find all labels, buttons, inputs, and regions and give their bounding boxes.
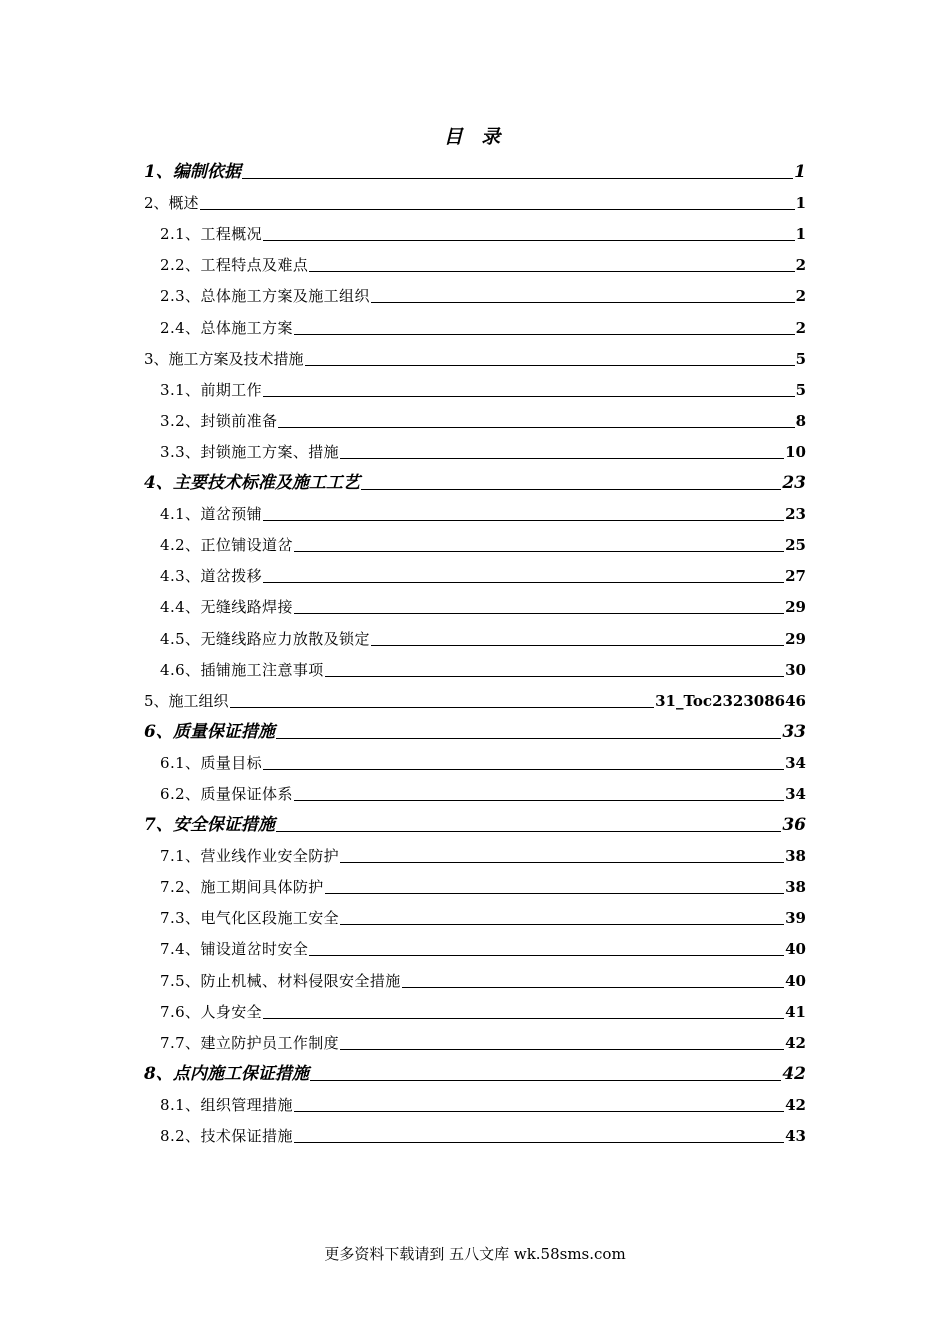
toc-entry[interactable]: [144, 278, 806, 309]
toc-entry-page-number: 42: [782, 1063, 806, 1084]
toc-entry[interactable]: [144, 714, 806, 745]
toc-leader-line: [294, 613, 784, 614]
toc-entry[interactable]: [144, 652, 806, 683]
toc-leader-line: [276, 831, 781, 832]
toc-entry-page-number: 34: [785, 784, 806, 803]
toc-entry-page-number: 39: [785, 909, 806, 928]
toc-entry-page-number: 38: [785, 847, 806, 866]
toc-entry-page-number: 42: [785, 1033, 806, 1052]
toc-entry[interactable]: [144, 216, 806, 247]
toc-entry-page-number: 40: [785, 940, 806, 959]
table-of-contents: [144, 154, 806, 1149]
toc-leader-line: [278, 427, 794, 428]
toc-entry-page-number: 5: [795, 349, 806, 368]
toc-entry[interactable]: [144, 900, 806, 931]
toc-entry[interactable]: [144, 838, 806, 869]
toc-entry[interactable]: [144, 341, 806, 372]
toc-entry-label: 6.2、质量保证体系: [160, 784, 293, 803]
toc-entry[interactable]: [144, 527, 806, 558]
toc-entry-page-number: 1: [795, 194, 806, 213]
toc-leader-line: [294, 1111, 784, 1112]
toc-entry-label: 5、施工组织: [144, 691, 229, 710]
toc-entry-label: 4.6、插铺施工注意事项: [160, 660, 324, 679]
toc-leader-line: [371, 645, 784, 646]
toc-leader-line: [294, 551, 784, 552]
toc-entry-label: 2.3、总体施工方案及施工组织: [160, 287, 370, 306]
toc-entry-page-number: 34: [785, 753, 806, 772]
toc-leader-line: [309, 955, 784, 956]
toc-entry[interactable]: [144, 403, 806, 434]
toc-entry[interactable]: [144, 962, 806, 993]
toc-entry-label: 4.4、无缝线路焊接: [160, 598, 293, 617]
toc-entry[interactable]: [144, 1087, 806, 1118]
toc-entry-label: 8.1、组织管理措施: [160, 1095, 293, 1114]
toc-leader-line: [294, 334, 795, 335]
toc-entry[interactable]: [144, 309, 806, 340]
toc-leader-line: [325, 676, 784, 677]
toc-entry-page-number: 29: [785, 598, 806, 617]
toc-entry-label: 3.1、前期工作: [160, 380, 263, 399]
toc-entry-label: 7.5、防止机械、材料侵限安全措施: [160, 971, 401, 990]
toc-entry-page-number: 5: [795, 380, 806, 399]
toc-leader-line: [276, 738, 781, 739]
toc-entry[interactable]: [144, 154, 806, 185]
toc-entry[interactable]: [144, 496, 806, 527]
toc-entry-label: 7.7、建立防护员工作制度: [160, 1033, 340, 1052]
toc-entry-page-number: 25: [785, 536, 806, 555]
toc-entry-page-number: 2: [795, 318, 806, 337]
toc-entry-label: 2.4、总体施工方案: [160, 318, 293, 337]
toc-entry-page-number: 33: [782, 721, 806, 742]
toc-entry-label: 8.2、技术保证措施: [160, 1127, 293, 1145]
toc-entry[interactable]: [144, 745, 806, 776]
toc-leader-line: [340, 1049, 784, 1050]
toc-leader-line: [310, 1080, 781, 1081]
toc-entry-label: 4、主要技术标准及施工工艺: [144, 473, 360, 494]
toc-entry[interactable]: [144, 434, 806, 465]
toc-entry-page-number: 23: [782, 473, 806, 494]
toc-entry[interactable]: [144, 1056, 806, 1087]
toc-entry[interactable]: [144, 776, 806, 807]
toc-entry-page-number: 43: [785, 1127, 806, 1145]
toc-leader-line: [242, 178, 793, 179]
toc-entry-label: 3.2、封锁前准备: [160, 411, 278, 430]
toc-entry-page-number: 27: [785, 567, 806, 586]
toc-leader-line: [402, 987, 784, 988]
toc-entry[interactable]: [144, 869, 806, 900]
toc-leader-line: [263, 240, 795, 241]
toc-entry-label: 7.4、铺设道岔时安全: [160, 940, 309, 959]
toc-entry-page-number: 31_Toc232308646: [655, 691, 806, 710]
toc-entry-page-number: 1: [795, 225, 806, 244]
toc-leader-line: [263, 396, 795, 397]
toc-leader-line: [200, 209, 795, 210]
toc-entry[interactable]: [144, 247, 806, 278]
toc-entry[interactable]: [144, 994, 806, 1025]
toc-entry[interactable]: [144, 185, 806, 216]
toc-leader-line: [294, 1142, 784, 1143]
toc-entry-label: 7.3、电气化区段施工安全: [160, 909, 340, 928]
toc-entry-label: 6.1、质量目标: [160, 753, 263, 772]
toc-entry-page-number: 8: [795, 411, 806, 430]
toc-entry-label: 7.6、人身安全: [160, 1002, 263, 1021]
toc-leader-line: [325, 893, 784, 894]
toc-entry-page-number: 36: [782, 815, 806, 836]
toc-leader-line: [340, 924, 784, 925]
toc-entry-page-number: 10: [785, 442, 806, 461]
toc-leader-line: [263, 1018, 784, 1019]
toc-entry[interactable]: [144, 683, 806, 714]
toc-entry-label: 2、概述: [144, 194, 199, 213]
toc-entry-page-number: 23: [785, 505, 806, 524]
toc-entry-page-number: 41: [785, 1002, 806, 1021]
toc-leader-line: [230, 707, 655, 708]
toc-entry-page-number: 2: [795, 287, 806, 306]
toc-entry[interactable]: [144, 465, 806, 496]
toc-entry-label: 4.2、正位铺设道岔: [160, 536, 293, 555]
toc-leader-line: [305, 365, 795, 366]
toc-entry-page-number: 38: [785, 878, 806, 897]
toc-entry[interactable]: [144, 372, 806, 403]
toc-entry[interactable]: [144, 589, 806, 620]
toc-entry-page-number: 2: [795, 256, 806, 275]
toc-leader-line: [361, 489, 782, 490]
toc-leader-line: [340, 862, 784, 863]
footer-text: 更多资料下载请到 五八文库 wk.58sms.com: [324, 1245, 626, 1263]
toc-entry-label: 4.5、无缝线路应力放散及锁定: [160, 629, 370, 648]
toc-entry-page-number: 29: [785, 629, 806, 648]
toc-entry-label: 2.1、工程概况: [160, 225, 263, 244]
toc-entry-label: 3.3、封锁施工方案、措施: [160, 442, 340, 461]
toc-entry[interactable]: [144, 558, 806, 589]
toc-leader-line: [263, 582, 784, 583]
toc-leader-line: [340, 458, 784, 459]
toc-entry[interactable]: [144, 1118, 806, 1149]
toc-entry-page-number: 40: [785, 971, 806, 990]
toc-entry-label: 8、点内施工保证措施: [144, 1063, 309, 1084]
toc-entry-label: 6、质量保证措施: [144, 721, 275, 742]
toc-entry-label: 7、安全保证措施: [144, 815, 275, 836]
toc-entry-label: 7.2、施工期间具体防护: [160, 878, 324, 897]
toc-entry-label: 2.2、工程特点及难点: [160, 256, 309, 275]
toc-entry-label: 7.1、营业线作业安全防护: [160, 847, 340, 866]
toc-leader-line: [263, 520, 784, 521]
toc-entry[interactable]: [144, 620, 806, 651]
toc-leader-line: [294, 800, 784, 801]
toc-entry-page-number: 30: [785, 660, 806, 679]
toc-leader-line: [309, 271, 794, 272]
toc-leader-line: [263, 769, 784, 770]
toc-entry-label: 3、施工方案及技术措施: [144, 349, 304, 368]
toc-entry-label: 1、编制依据: [144, 162, 241, 183]
toc-entry-label: 4.3、道岔拨移: [160, 567, 263, 586]
toc-entry[interactable]: [144, 1025, 806, 1056]
toc-entry-label: 4.1、道岔预铺: [160, 505, 263, 524]
toc-entry-page-number: 42: [785, 1095, 806, 1114]
toc-leader-line: [371, 302, 795, 303]
page-title: 目 录: [443, 126, 507, 148]
toc-entry[interactable]: [144, 807, 806, 838]
toc-entry[interactable]: [144, 931, 806, 962]
toc-entry-page-number: 1: [794, 162, 806, 183]
